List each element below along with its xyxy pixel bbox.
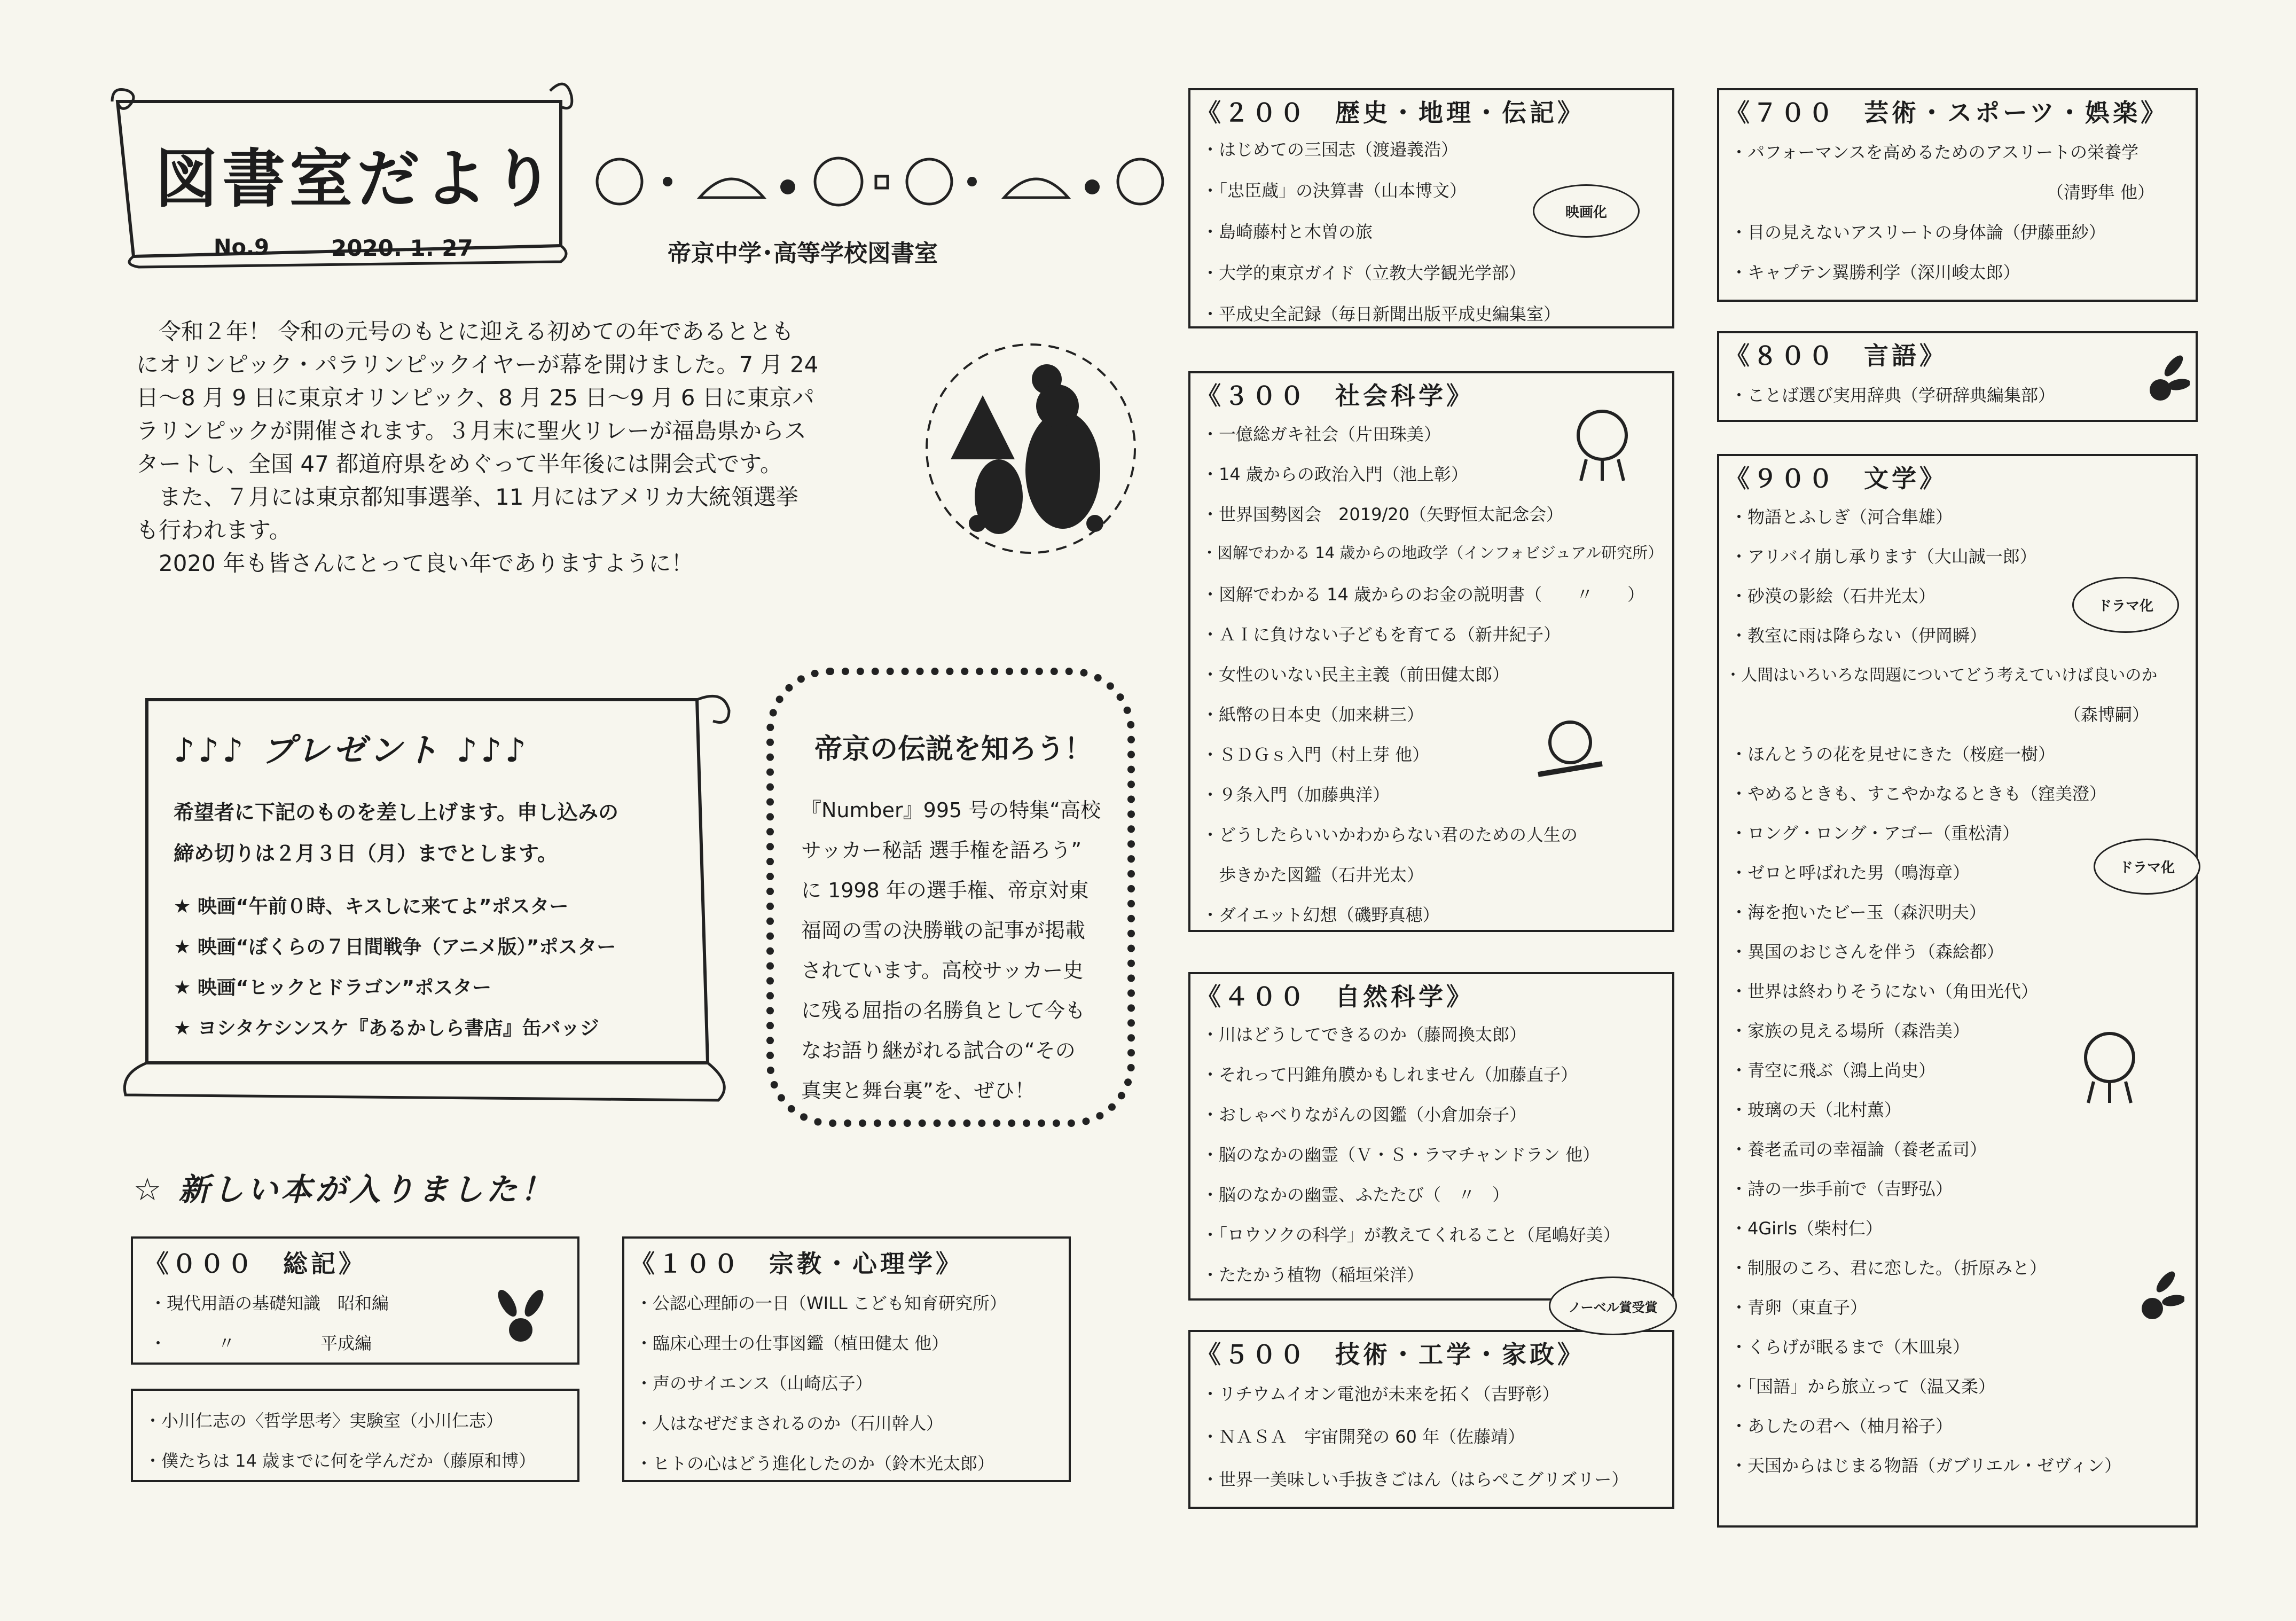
book-item: ・家族の見える場所（森浩美） — [1730, 1021, 1970, 1041]
present-item: ★ 映画“ぼくらの７日間戦争（アニメ版）”ポスター — [174, 936, 616, 958]
book-item: ・公認心理師の一日（WILL こども知育研究所） — [636, 1293, 1007, 1313]
book-item: ・小川仁志の〈哲学思考〉実験室（小川仁志） — [144, 1411, 504, 1431]
book-item: ・ほんとうの花を見せにきた（桜庭一樹） — [1730, 744, 2056, 764]
movie-adaptation-bubble: 映画化 — [1533, 184, 1640, 238]
book-item: ・玻璃の天（北村薫） — [1730, 1100, 1902, 1120]
page-title: 図書室だより — [155, 142, 559, 216]
book-item: ・キャプテン翼勝利学（深川峻太郎） — [1730, 262, 2020, 283]
book-item: ・パフォーマンスを高めるためのアスリートの栄養学 — [1730, 142, 2139, 162]
book-item: ・ＮＡＳＡ 宇宙開発の 60 年（佐藤靖） — [1202, 1427, 1525, 1447]
section-500-title: 《５００ 技術・工学・家政》 — [1196, 1340, 1585, 1369]
book-item: ・ゼロと呼ばれた男（鳴海章） — [1730, 863, 1970, 883]
book-item: ・女性のいない民主主義（前田健太郎） — [1202, 664, 1510, 685]
legend-line: されています。高校サッカー史 — [801, 959, 1084, 982]
book-item: ・リチウムイオン電池が未来を拓く（吉野彰） — [1202, 1384, 1560, 1404]
book-item: （清野隼 他） — [1730, 182, 2155, 202]
book-item: ・アリバイ崩し承ります（大山誠一郎） — [1730, 546, 2037, 567]
book-item: ・おしゃべりながんの図鑑（小倉加奈子） — [1202, 1105, 1527, 1125]
book-item: （森博嗣） — [1730, 704, 2150, 725]
book-item: ・「忠臣蔵」の決算書（山本博文） — [1202, 181, 1467, 201]
book-item: ・「ロウソクの科学」が教えてくれること（尾嶋好美） — [1202, 1225, 1620, 1245]
book-item: ・僕たちは 14 歳までに何を学んだか（藤原和博） — [144, 1451, 536, 1471]
book-item: ・島崎藤村と木曽の旅 — [1202, 222, 1373, 242]
legend-title: 帝京の伝説を知ろう！ — [814, 733, 1093, 765]
issue-number: No.9 — [214, 235, 269, 260]
intro-line: タートし、全国 47 都道府県をめぐって半年後には開会式です。 — [136, 451, 782, 477]
book-item: 歩きかた図鑑（石井光太） — [1202, 865, 1424, 885]
book-item: ・９条入門（加藤典洋） — [1202, 785, 1390, 805]
legend-line: 福岡の雪の決勝戦の記事が掲載 — [801, 919, 1086, 942]
legend-text — [801, 790, 1101, 1111]
present-desc-1: 希望者に下記のものを差し上げます。申し込みの — [174, 801, 618, 824]
drama-adaptation-bubble: ドラマ化 — [2094, 839, 2200, 895]
intro-line: また、７月には東京都知事選挙、11 月にはアメリカ大統領選挙 — [136, 484, 798, 510]
mouse-emblem-icon — [919, 336, 1143, 561]
new-year-ornaments — [593, 150, 1164, 214]
book-item: ・それって円錐角膜かもしれません（加藤直子） — [1202, 1064, 1578, 1085]
book-item: ・あしたの君へ（柚月裕子） — [1730, 1416, 1953, 1436]
book-item: ・青空に飛ぶ（鴻上尚史） — [1730, 1060, 1936, 1080]
book-item: ・どうしたらいいかわからない君のための人生の — [1202, 825, 1578, 845]
book-item: ・一億総ガキ社会（片田珠美） — [1202, 424, 1441, 444]
book-item: ・目の見えないアスリートの身体論（伊藤亜紗） — [1730, 222, 2106, 242]
present-title: ♪♪♪ プレゼント ♪♪♪ — [174, 731, 530, 770]
book-item: ・物語とふしぎ（河合隼雄） — [1730, 507, 1953, 527]
battledore-icon — [1527, 716, 1613, 790]
book-item: ・異国のおじさんを伴う（森絵都） — [1730, 942, 2004, 962]
book-item: ・紙幣の日本史（加来耕三） — [1202, 704, 1424, 725]
book-item: ・平成史全記録（毎日新聞出版平成史編集室） — [1202, 304, 1561, 324]
legend-line: 『Number』995 号の特集“高校 — [801, 798, 1101, 822]
book-item: ・教室に雨は降らない（伊岡瞬） — [1730, 625, 1987, 646]
book-item: ・図解でわかる 14 歳からのお金の説明書（ 〃 ） — [1202, 584, 1645, 605]
intro-line: ラリンピックが開催されます。３月末に聖火リレーが福島県からス — [136, 418, 806, 444]
sprout-icon — [2136, 347, 2190, 406]
book-item: ・砂漠の影絵（石井光太） — [1730, 586, 1936, 606]
book-item: ・ダイエット幻想（磯野真穂） — [1202, 905, 1440, 925]
book-item: ・くらげが眠るまで（木皿泉） — [1730, 1337, 1970, 1357]
book-item: ・臨床心理士の仕事図鑑（植田健太 他） — [636, 1333, 949, 1353]
book-item: ・声のサイエンス（山崎広子） — [636, 1373, 873, 1393]
book-item: ・世界国勢図会 2019/20（矢野恒太記念会） — [1202, 504, 1563, 524]
section-300-title: 《３００ 社会科学》 — [1196, 381, 1474, 410]
book-item: ・世界一美味しい手抜きごはん（はらぺこグリズリー） — [1202, 1469, 1629, 1490]
book-item: ・大学的東京ガイド（立教大学観光学部） — [1202, 263, 1526, 283]
section-100-title: 《１００ 宗教・心理学》 — [630, 1249, 963, 1278]
book-item: ・天国からはじまる物語（ガブリエル・ゼヴィン） — [1730, 1455, 2122, 1476]
book-item: ・ 〃 平成編 — [150, 1333, 372, 1353]
sprout-icon — [2131, 1260, 2184, 1325]
intro-line: も行われます。 — [136, 517, 292, 543]
book-item: ・脳のなかの幽霊、ふたたび（ 〃 ） — [1202, 1185, 1510, 1205]
present-item: ★ 映画“午前０時、キスしに来てよ”ポスター — [174, 896, 569, 918]
book-item: ・人はなぜだまされるのか（石川幹人） — [636, 1413, 944, 1434]
drama-adaptation-bubble: ドラマ化 — [2072, 577, 2179, 633]
book-item: ・人間はいろいろな問題についてどう考えていけば良いのか — [1725, 666, 2158, 685]
book-item: ・「国語」から旅立って（温又柔） — [1730, 1376, 1996, 1397]
present-item: ★ ヨシタケシンスケ『あるかしら書店』缶バッジ — [174, 1017, 599, 1039]
book-item: ・はじめての三国志（渡邉義浩） — [1202, 139, 1459, 160]
book-item: ・養老孟司の幸福論（養老孟司） — [1730, 1139, 1987, 1160]
book-item: ・ことば選び実用辞典（学研辞典編集部） — [1730, 385, 2056, 405]
legend-line: に 1998 年の選手権、帝京対東 — [801, 879, 1089, 902]
book-item: ・ヒトの心はどう進化したのか（鈴木光太郎） — [636, 1453, 995, 1474]
issue-date: 2020. 1. 27 — [331, 235, 473, 261]
present-desc-2: 締め切りは２月３日（月）までとします。 — [174, 842, 558, 865]
intro-line: 日～8 月 9 日に東京オリンピック、8 月 25 日～9 月 6 日に東京パ — [136, 385, 814, 411]
section-400-title: 《４００ 自然科学》 — [1196, 982, 1474, 1011]
book-item: ・詩の一歩手前で（吉野弘） — [1730, 1179, 1953, 1199]
kite-icon — [2072, 1025, 2147, 1106]
book-item: ・たたかう植物（稲垣栄洋） — [1202, 1265, 1424, 1285]
sprout-icon — [491, 1277, 550, 1346]
book-item: ・図解でわかる 14 歳からの地政学（インフォビジュアル研究所） — [1202, 544, 1664, 562]
book-item: ・ＳＤＧｓ入門（村上芽 他） — [1202, 745, 1430, 765]
section-200-title: 《２００ 歴史・地理・伝記》 — [1196, 98, 1585, 127]
new-books-heading: ☆ 新しい本が入りました！ — [134, 1171, 555, 1208]
book-item: ・やめるときも、すこやかなるときも（窪美澄） — [1730, 784, 2107, 804]
legend-line: 真実と舞台裏”を、ぜひ！ — [801, 1079, 1035, 1102]
school-name: 帝京中学･高等学校図書室 — [668, 240, 938, 267]
section-900-title: 《９００ 文学》 — [1725, 464, 1947, 493]
intro-line: 令和２年！ 令和の元号のもとに迎える初めての年であるととも — [136, 318, 794, 344]
present-item: ★ 映画“ヒックとドラゴン”ポスター — [174, 977, 492, 999]
intro-line: 2020 年も皆さんにとって良い年でありますように！ — [136, 550, 694, 576]
book-item: ・海を抱いたビー玉（森沢明夫） — [1730, 902, 1986, 922]
present-list — [174, 887, 616, 1049]
legend-line: なお語り継がれる試合の“その — [801, 1039, 1076, 1062]
legend-line: に残る屈指の名勝負として今も — [801, 999, 1086, 1022]
intro-line: にオリンピック・パラリンピックイヤーが幕を開けました。7 月 24 — [136, 351, 819, 378]
book-item: ・川はどうしてできるのか（藤岡換太郎） — [1202, 1024, 1527, 1045]
nobel-prize-bubble: ノーベル賞受賞 — [1549, 1277, 1677, 1335]
legend-line: サッカー秘話 選手権を語ろう” — [801, 839, 1082, 862]
intro-text — [136, 315, 818, 580]
section-700-title: 《７００ 芸術・スポーツ・娯楽》 — [1725, 98, 2169, 127]
book-item: ・現代用語の基礎知識 昭和編 — [150, 1293, 389, 1313]
book-item: ・制服のころ、君に恋した。（折原みと） — [1730, 1258, 2047, 1278]
book-item: ・ロング・ロング・アゴー（重松清） — [1730, 823, 2020, 843]
section-800-title: 《８００ 言語》 — [1725, 341, 1947, 370]
book-item: ・4Girls（柴村仁） — [1730, 1218, 1883, 1239]
section-000-title: 《０００ 総記》 — [144, 1249, 366, 1278]
book-item: ・ＡＩに負けない子どもを育てる（新井紀子） — [1202, 624, 1561, 645]
book-item: ・青卵（東直子） — [1730, 1297, 1868, 1318]
book-item: ・14 歳からの政治入門（池上彰） — [1202, 464, 1468, 484]
book-item: ・脳のなかの幽霊（Ｖ・Ｓ・ラマチャンドラン 他） — [1202, 1145, 1600, 1165]
book-item: ・世界は終わりそうにない（角田光代） — [1730, 981, 2039, 1001]
kite-icon — [1565, 403, 1640, 483]
